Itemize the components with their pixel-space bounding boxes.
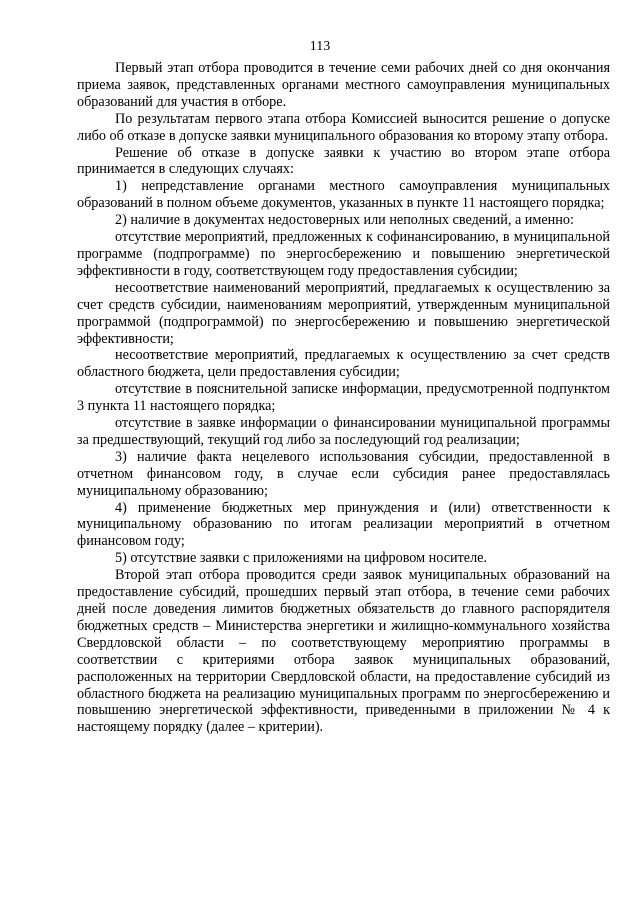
list-item: 1) непредставление органами местного самоуправления муниципальных образований в полном объеме документов, указанных в пункте 11 настоящего порядка; — [77, 178, 610, 212]
page-number: 113 — [309, 39, 331, 54]
paragraph: По результатам первого этапа отбора Комиссией выносится решение о допуске либо об отказе в допуске заявки муниципального образования ко второму этапу отбора. — [77, 110, 610, 144]
paragraph: Решение об отказе в допуске заявки к участию во втором этапе отбора принимается в следующих случаях: — [77, 144, 610, 178]
sub-list-item: несоответствие наименований мероприятий, предлагаемых к осуществлению за счет средств субсидии, наименованиям мероприятий, утвержденным муниципальной программой (подпрограммой) по энергосбережению и повышению энергетической эффективности; — [77, 279, 610, 347]
list-item: 4) применение бюджетных мер принуждения и (или) ответственности к муниципальному образованию по итогам реализации мероприятий в отчетном финансовом году; — [77, 499, 610, 550]
list-item: 5) отсутствие заявки с приложениями на цифровом носителе. — [115, 550, 487, 567]
paragraph: Второй этап отбора проводится среди заявок муниципальных образований на предоставление субсидий, прошедших первый этап отбора, в течение семи рабочих дней после доведения лимитов бюджетных обязательств до главного распорядителя бюджетных средств – Министерства энергетики и жилищно-коммунального хозяйства Свердловской области – по соответствующему мероприятию программы в соответствии с критериями отбора заявок муниципальных образований, расположенных на территории Свердловской области, на предоставление субсидий из областного бюджета на реализацию муниципальных программ по энергосбережению и повышению энергетической эффективности, приведенными в приложении № 4 к настоящему порядку (далее – критерии). — [77, 567, 610, 736]
document-body — [77, 60, 610, 736]
sub-list-item: несоответствие мероприятий, предлагаемых к осуществлению за счет средств областного бюджета, цели предоставления субсидии; — [77, 347, 610, 381]
sub-list-item: отсутствие в заявке информации о финансировании муниципальной программы за предшествующий, текущий год либо за последующий год реализации; — [77, 415, 610, 448]
paragraph: Первый этап отбора проводится в течение семи рабочих дней со дня окончания приема заявок, представленных органами местного самоуправления муниципальных образований для участия в отборе. — [77, 60, 610, 110]
list-item: 3) наличие факта нецелевого использования субсидии, предоставленной в отчетном финансовом году, в случае если субсидия ранее предоставлялась муниципальному образованию; — [77, 448, 610, 499]
list-item: 2) наличие в документах недостоверных или неполных сведений, а именно: — [115, 212, 574, 229]
sub-list-item: отсутствие в пояснительной записке информации, предусмотренной подпунктом 3 пункта 11 настоящего порядка; — [77, 381, 610, 415]
sub-list-item: отсутствие мероприятий, предложенных к софинансированию, в муниципальной программе (подпрограмме) по энергосбережению и повышению энергетической эффективности в году, соответствующем году предоставления субсидии; — [77, 229, 610, 279]
